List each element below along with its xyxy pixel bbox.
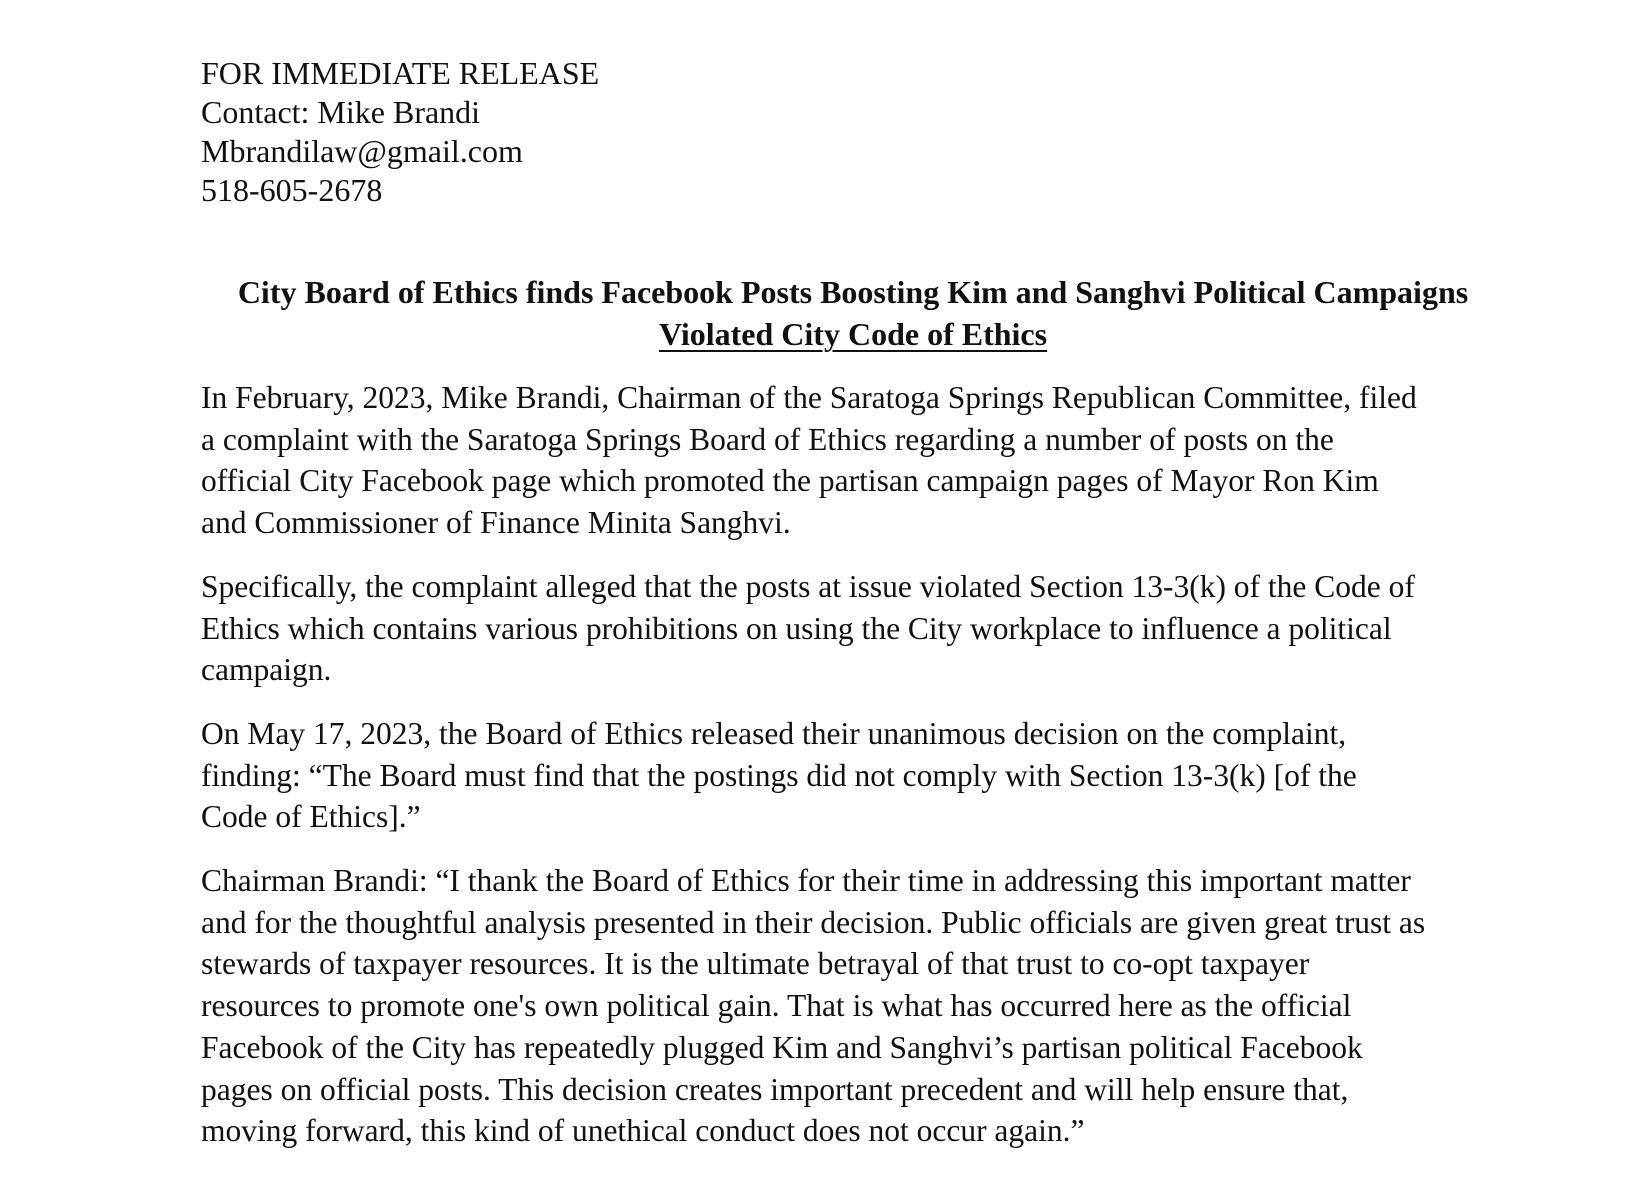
headline [160, 271, 1546, 355]
contact-name: Contact: Mike Brandi [201, 94, 481, 130]
paragraph-complaint [201, 377, 1531, 544]
paragraph-line: Specifically, the complaint alleged that the posts at issue violated Section 13-3(k) of the Code of [201, 569, 1415, 604]
paragraph-decision [201, 713, 1531, 838]
headline-line-1: City Board of Ethics finds Facebook Posts Boosting Kim and Sanghvi Political Campaigns [237, 274, 1469, 310]
paragraph-line: Chairman Brandi: “I thank the Board of Ethics for their time in addressing this important matter [201, 863, 1411, 898]
paragraph-line: finding: “The Board must find that the postings did not comply with Section 13-3(k) [of the [201, 757, 1357, 793]
contact-block [201, 54, 599, 210]
paragraph-line: resources to promote one's own political gain. That is what has occurred here as the official [201, 988, 1352, 1024]
paragraph-line: Code of Ethics].” [201, 799, 421, 835]
release-label: FOR IMMEDIATE RELEASE [201, 55, 600, 91]
paragraph-line: and for the thoughtful analysis presented in their decision. Public officials are given great trust as [201, 904, 1426, 940]
paragraph-line: moving forward, this kind of unethical conduct does not occur again.” [201, 1113, 1085, 1149]
paragraph-line: On May 17, 2023, the Board of Ethics released their unanimous decision on the complaint, [201, 716, 1347, 751]
paragraph-line: a complaint with the Saratoga Springs Board of Ethics regarding a number of posts on the [201, 421, 1334, 457]
paragraph-line: official City Facebook page which promoted the partisan campaign pages of Mayor Ron Kim [201, 463, 1379, 499]
paragraph-line: and Commissioner of Finance Minita Sanghvi. [201, 505, 791, 541]
contact-email: Mbrandilaw@gmail.com [201, 133, 523, 169]
paragraph-line: pages on official posts. This decision creates important precedent and will help ensure that, [201, 1071, 1349, 1107]
paragraph-allegation [201, 566, 1531, 691]
contact-phone: 518-605-2678 [201, 172, 383, 208]
paragraph-line: campaign. [201, 652, 332, 688]
paragraph-line: Facebook of the City has repeatedly plugged Kim and Sanghvi’s partisan political Facebook [201, 1029, 1363, 1065]
paragraph-line: stewards of taxpayer resources. It is the ultimate betrayal of that trust to co-opt taxpayer [201, 946, 1310, 982]
paragraph-line: In February, 2023, Mike Brandi, Chairman of the Saratoga Springs Republican Committee, filed [201, 380, 1417, 415]
paragraph-line: Ethics which contains various prohibitions on using the City workplace to influence a political [201, 610, 1392, 646]
paragraph-quote [201, 860, 1531, 1152]
headline-line-2: Violated City Code of Ethics [658, 316, 1048, 352]
